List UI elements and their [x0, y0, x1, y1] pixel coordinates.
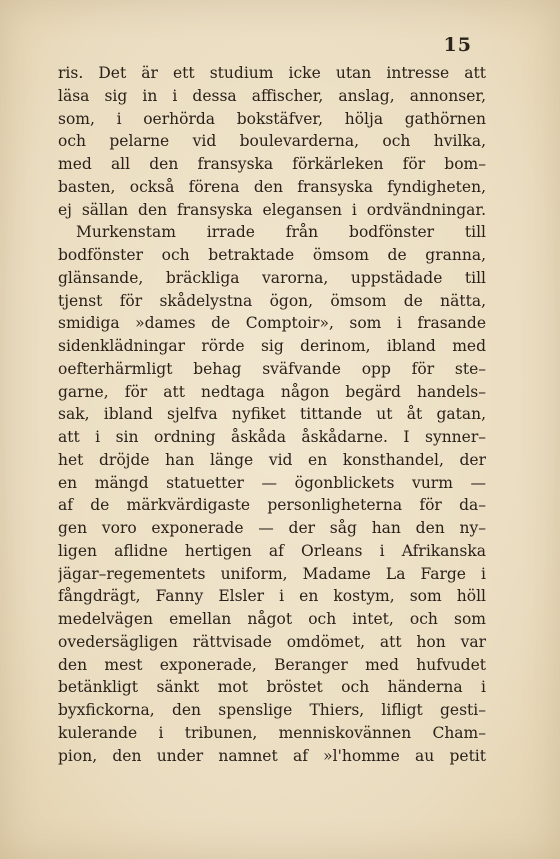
text-line: sidenklädningar rörde sig derinom, ibland med — [58, 337, 486, 355]
text-line: som, i oerhörda bokstäfver, hölja gathörnen — [58, 109, 486, 128]
text-line: basten, också förena den fransyska fyndigheten, — [58, 177, 486, 196]
text-line: sak, ibland sjelfva nyfiket tittande ut åt gatan, — [58, 405, 486, 424]
text-line: den mest exponerade, Beranger med hufvudet — [58, 655, 486, 674]
text-line: pion, den under namnet af »l'homme au petit — [58, 746, 486, 765]
text-line: med all den fransyska förkärleken för bom– — [58, 155, 486, 173]
text-line: att i sin ordning åskåda åskådarne. I synner– — [58, 428, 486, 446]
text-line: af de märkvärdigaste personligheterna för da– — [58, 496, 486, 515]
page-number: 15 — [443, 34, 472, 56]
text-line: Murkenstam irrade från bodfönster till — [76, 223, 486, 242]
text-line: bodfönster och betraktade ömsom de granna, — [58, 246, 486, 264]
text-line: en mängd statuetter — ögonblickets vurm — — [58, 473, 486, 492]
text-line: ligen aflidne hertigen af Orleans i Afrikanska — [58, 541, 486, 560]
text-line: ej sällan den fransyska elegansen i ordvändningar. — [58, 200, 486, 219]
text-line: betänkligt sänkt mot bröstet och händerna i — [58, 678, 486, 697]
text-line: byxfickorna, den spenslige Thiers, lifligt gesti– — [58, 701, 486, 719]
text-line: oefterhärmligt behag sväfvande opp för ste– — [58, 359, 486, 378]
text-line: gen voro exponerade — der såg han den ny– — [58, 519, 486, 537]
text-line: garne, för att nedtaga någon begärd handels– — [58, 382, 486, 401]
text-line: glänsande, bräckliga varorna, uppstädade till — [58, 268, 486, 287]
text-line: het dröjde han länge vid en konsthandel, der — [58, 450, 486, 469]
text-line: ovedersägligen rättvisade omdömet, att hon var — [58, 632, 486, 651]
text-line: fångdrägt, Fanny Elsler i en kostym, som höll — [58, 587, 486, 606]
text-line: ris. Det är ett studium icke utan intresse att — [58, 64, 486, 82]
body-text — [58, 62, 486, 767]
text-line: medelvägen emellan något och intet, och som — [58, 610, 486, 628]
text-line: läsa sig in i dessa affischer, anslag, annonser, — [58, 86, 486, 105]
text-line: kulerande i tribunen, menniskovännen Cham– — [58, 723, 486, 742]
text-line: tjenst för skådelystna ögon, ömsom de nätta, — [58, 291, 486, 310]
text-line: och pelarne vid boulevarderna, och hvilka, — [58, 132, 486, 151]
text-line: jägar–regementets uniform, Madame La Farge i — [58, 564, 486, 583]
text-line: smidiga »dames de Comptoir», som i frasande — [58, 314, 486, 333]
